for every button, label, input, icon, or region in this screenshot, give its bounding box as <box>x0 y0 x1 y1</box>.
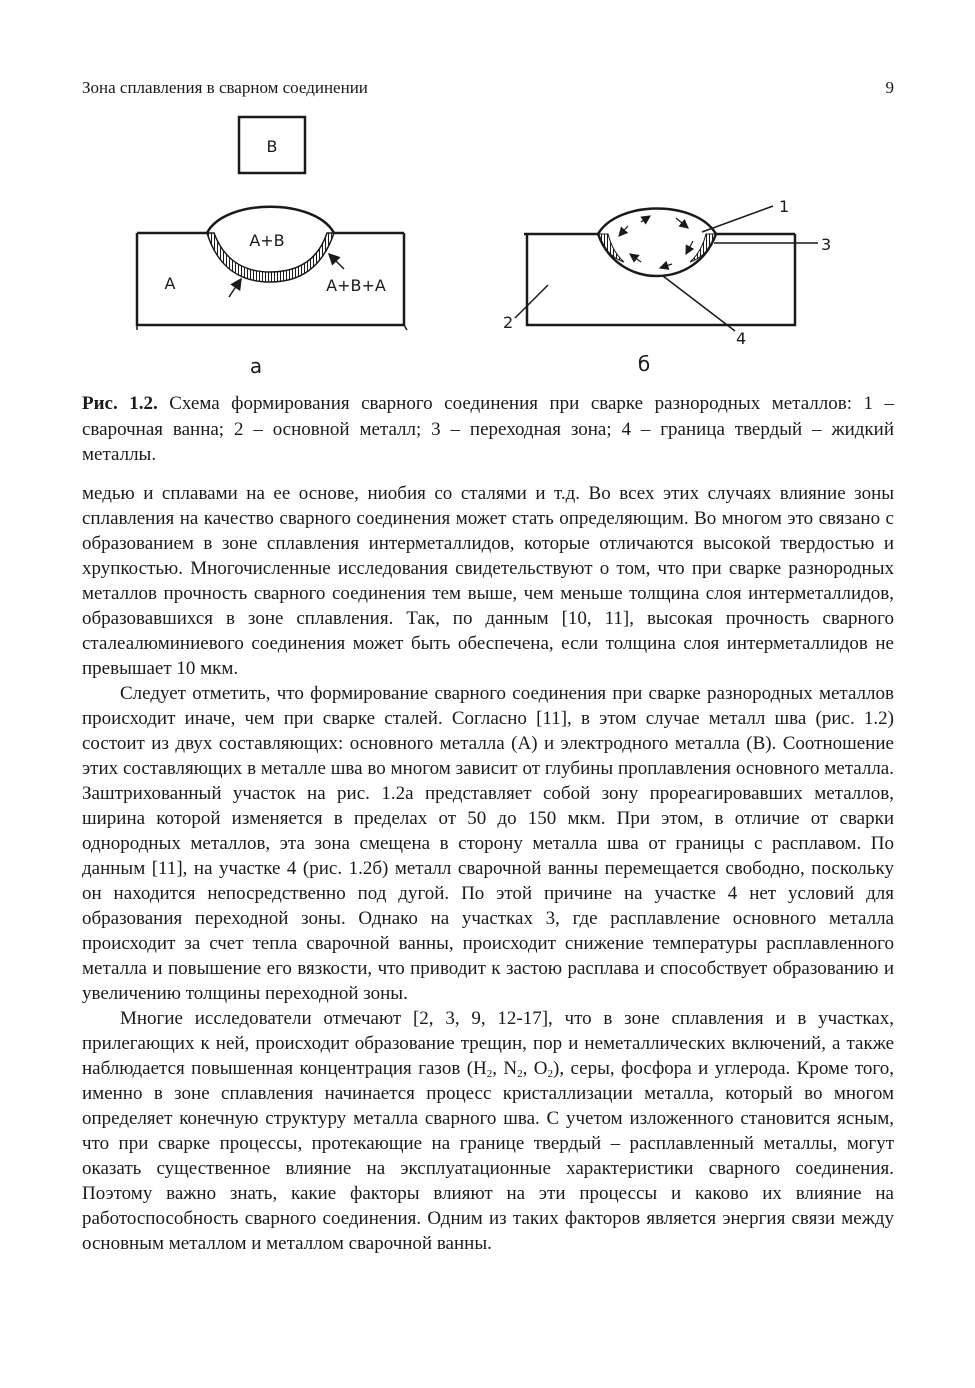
figure-caption <box>82 391 894 468</box>
running-title: Зона сплавления в сварном соединении <box>82 78 368 97</box>
panel-a <box>137 117 407 378</box>
panel-a-label: а <box>249 354 263 378</box>
subscript-h2: 2 <box>486 1068 493 1080</box>
zone-label: A+B+A <box>326 276 386 295</box>
weld-metal-label: A+B <box>249 231 285 250</box>
electrode-label: B <box>266 137 278 156</box>
arrow-left <box>229 279 241 297</box>
paragraph-3-part-b: , N <box>492 1058 518 1079</box>
caption-text: Схема формирования сварного соединения при сварке разнородных металлов: 1 – сварочная ванна; 2 – основной металл; 3 – переходная зона; 4 – граница твердый – жидкий металлы. <box>82 393 894 465</box>
arrow-right <box>329 254 344 269</box>
paragraph-3-part-a: Многие исследователи отмечают [2, 3, 9, 12-17], что в зоне сплавления и в участках, прилегающих к ней, происходит образование трещин, пор и неметаллических включений, а также наблюдается повышенная концентрация газов (H <box>82 1008 894 1079</box>
paragraph-2: Следует отметить, что формирование сварного соединения при сварке разнородных металлов происходит иначе, чем при сварке сталей. Согласно [11], в этом случае металл шва (рис. 1.2) состоит из двух составляющих: основного металла (А) и электродного металла (В). Соотношение этих составляющих в металле шва во многом зависит от глубины проплавления основного металла. Заштрихованный участок на рис. 1.2а представляет собой зону прореагировавших металлов, ширина которой изменяется в пределах от 50 до 150 мкм. При этом, в отличие от сварки однородных металлов, эта зона смещена в сторону металла шва от границы с расплавом. По данным [11], на участке 4 (рис. 1.2б) металл сварочной ванны перемещается свободно, поскольку он находится непосредственно под дугой. По этой причине на участке 4 нет условий для образования переходной зоны. Однако на участках 3, где расплавление основного металла происходит за счет тепла сварочной ванны, происходит снижение температуры расплавленного металла и повышение его вязкости, что приводит к застою расплава и способствует образованию и увеличению толщины переходной зоны. <box>82 683 894 1004</box>
leader-2 <box>515 285 548 318</box>
callout-2: 2 <box>503 313 514 332</box>
figure-number: Рис. 1.2. <box>82 393 158 414</box>
callout-1: 1 <box>779 197 790 216</box>
panel-b <box>503 197 831 376</box>
base-plate-b <box>524 234 795 325</box>
paragraph-3-part-c: , O <box>522 1058 548 1079</box>
callout-3: 3 <box>821 235 832 254</box>
paragraph-3 <box>82 1006 894 1256</box>
leader-4 <box>663 276 735 331</box>
subscript-n2: 2 <box>517 1068 523 1080</box>
flow-arrows <box>619 216 693 268</box>
page-header <box>82 78 894 100</box>
body-text <box>82 481 894 1256</box>
paragraph-3-part-d: ), серы, фосфора и углерода. Кроме того, именно в зоне сплавления начинается процесс кристаллизации металла, который во многом определяет конечную структуру металла сварного шва. С учетом изложенного становится ясным, что при сварке процессы, протекающие на границе твердый – расплавленный металлы, могут оказать существенное влияние на эксплуатационные характеристики сварного соединения. Поэтому важно знать, какие факторы влияют на эти процессы и каково их влияние на работоспособность сварного соединения. Одним из таких факторов является энергия связи между основным металлом и металлом сварочной ванны. <box>82 1058 894 1254</box>
weld-cap-a <box>207 207 334 233</box>
base-metal-label: A <box>164 274 176 293</box>
paragraph-1: медью и сплавами на ее основе, ниобия со сталями и т.д. Во всех этих случаях влияние зоны сплавления на качество сварного соединения может стать определяющим. Во многом это связано с образованием в зоне сплавления интерметаллидов, которые отличаются высокой твердостью и хрупкостью. Многочисленные исследования свидетельствуют о том, что при сварке разнородных металлов прочность сварного соединения тем выше, чем меньше толщина слоя интерметаллидов, образовавшихся в зоне сплавления. Так, по данным [10, 11], высокая прочность сварного сталеалюминиевого соединения может быть обеспечена, если толщина слоя интерметаллидов не превышает 10 мкм. <box>82 483 894 679</box>
callout-4: 4 <box>736 329 747 348</box>
leader-1 <box>702 206 773 232</box>
subscript-o2: 2 <box>547 1068 554 1080</box>
weld-pool <box>598 209 716 277</box>
panel-b-label: б <box>637 352 651 376</box>
weld-diagram <box>0 105 975 390</box>
page-number: 9 <box>885 78 894 97</box>
